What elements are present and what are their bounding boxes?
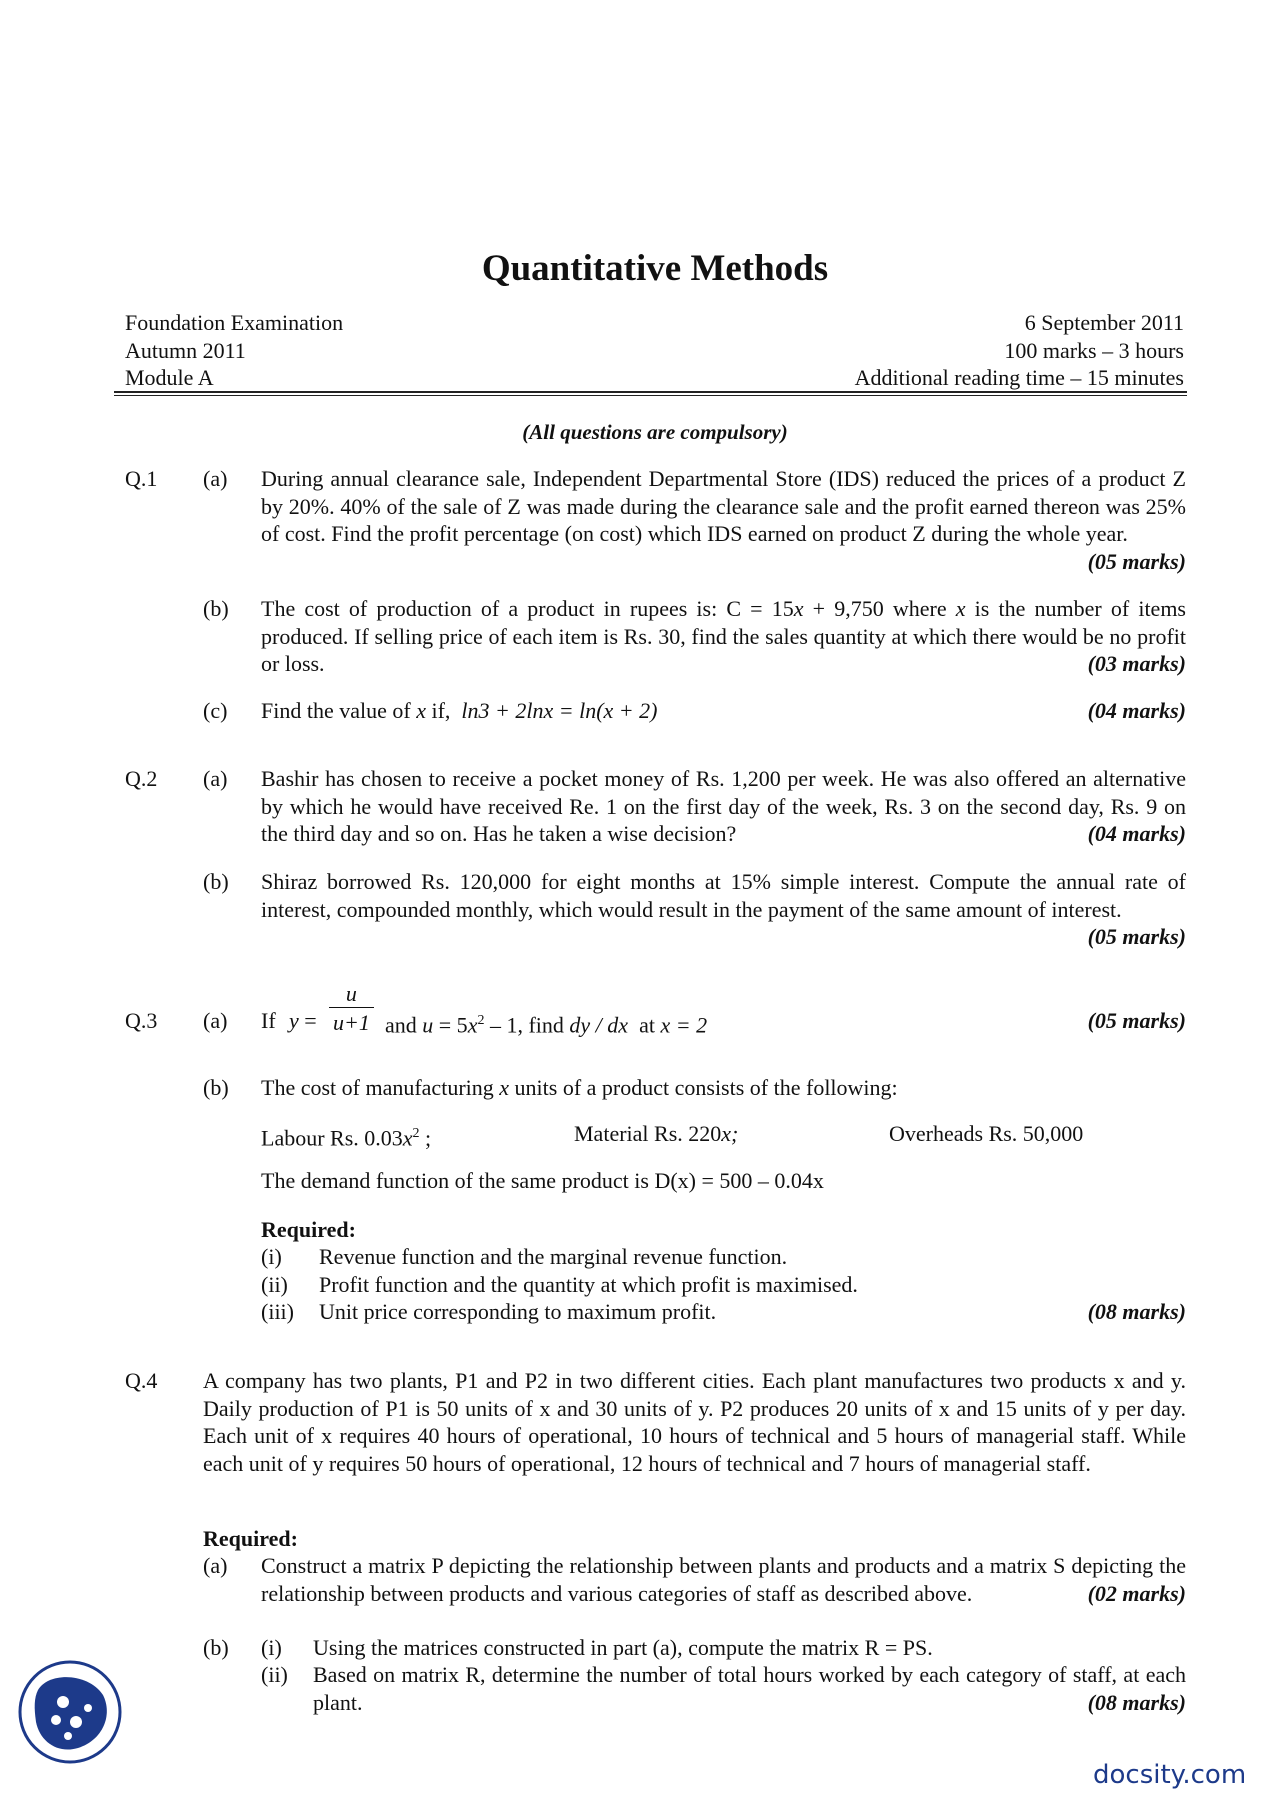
q4a-body: Construct a matrix P depicting the relationship between plants and products and a matrix S depicting the relationship between products and various categories of staff as described above. <box>261 1553 1186 1606</box>
docsity-watermark: docsity.com <box>1093 1760 1247 1790</box>
fraction-numerator: u <box>329 981 374 1008</box>
q2b-body: Shiraz borrowed Rs. 120,000 for eight months at 15% simple interest. Compute the annual rate of interest, compounded monthly, which would result in the payment of the same amount of interest. <box>261 869 1186 922</box>
question-number: Q.3 <box>125 1008 158 1033</box>
q3a-and: and <box>385 1012 417 1038</box>
q1b-body-2: + 9,750 where <box>803 596 956 621</box>
compulsory-note: (All questions are compulsory) <box>522 420 788 444</box>
exam-marks-duration: 100 marks – 3 hours <box>1004 337 1184 363</box>
marks: (03 marks) <box>1087 651 1186 676</box>
required-heading: Required: <box>261 1217 356 1242</box>
q1a-body: During annual clearance sale, Independent Departmental Store (IDS) reduced the prices of a product Z by 20%. 40% of the sale of Z was made during the clearance sale and the profit earned thereon was 25% of cost. Find the profit percentage (on cost) which IDS earned on product Z during the whole year. <box>261 466 1186 546</box>
marks: (08 marks) <box>1087 1689 1186 1715</box>
part-label: (b) <box>203 1635 229 1660</box>
q4b-i-text: Using the matrices constructed in part (a), compute the matrix R = PS. <box>313 1635 933 1660</box>
exam-module: Module A <box>125 365 214 390</box>
marks: (02 marks) <box>1087 1580 1186 1606</box>
question-number: Q.2 <box>125 766 158 791</box>
header-rule <box>114 391 1187 393</box>
marks: (05 marks) <box>1087 1008 1186 1033</box>
q1b-body-1: The cost of production of a product in rupees is: C = 15 <box>261 596 794 621</box>
header-rule-thin <box>114 395 1187 396</box>
q1c-text: Find the value of x if, ln3 + 2lnx = ln(x + 2) (04 marks) <box>261 698 1186 723</box>
material-text: Material Rs. 220 <box>574 1121 722 1146</box>
q3b-intro: The cost of manufacturing x units of a product consists of the following: <box>261 1075 898 1100</box>
question-number: Q.1 <box>125 466 158 491</box>
question-number: Q.4 <box>125 1368 158 1393</box>
exam-level: Foundation Examination <box>125 310 344 335</box>
q3b-intro-1: The cost of manufacturing <box>261 1075 500 1100</box>
exam-info-left <box>125 309 343 392</box>
exam-info-right <box>855 309 1184 392</box>
q3a-text: If y = $\frac{u}{u+1}$ and $u = 5x^2 - 1$, find dy / dx at x = 2 (05 marks) <box>261 981 1186 1038</box>
exam-date: 6 September 2011 <box>1024 310 1184 335</box>
fraction-denominator: u+1 <box>333 1010 370 1035</box>
q1a-text <box>261 465 1186 575</box>
item-text: Unit price corresponding to maximum profit. <box>319 1299 717 1324</box>
labour-text: Labour Rs. 0.03 <box>261 1125 403 1151</box>
q4b-ii-text <box>313 1661 1186 1716</box>
part-label: (b) <box>203 596 229 621</box>
q1b-text: The cost of production of a product in rupees is: C = 15x + 9,750 where x is the number of items produced. If selling price of each item is Rs. 30, find the sales quantity at which there would be no profit or loss. (03 marks) <box>261 596 1186 676</box>
list-item <box>261 1271 1186 1299</box>
item-text: Revenue function and the marginal revenue function. <box>319 1244 788 1269</box>
q4a-text <box>261 1552 1186 1607</box>
q3b-required-list <box>261 1243 1186 1326</box>
cost-overheads: Overheads Rs. 50,000 <box>889 1121 1084 1146</box>
sub-label: (i) <box>261 1635 282 1660</box>
part-label: (b) <box>203 1075 229 1100</box>
part-label: (a) <box>203 1008 228 1033</box>
q2a-body: Bashir has chosen to receive a pocket money of Rs. 1,200 per week. He was also offered an alternative by which he would have received Re. 1 on the first day of the week, Rs. 3 on the second day, Rs. 9 on the third day and so on. Has he taken a wise decision? <box>261 766 1186 846</box>
list-item <box>261 1298 1186 1326</box>
item-number: (i) <box>261 1244 282 1269</box>
marks: (05 marks) <box>1087 548 1186 574</box>
q2a-text <box>261 765 1186 848</box>
q3b-intro-2: units of a product consists of the following: <box>509 1075 898 1100</box>
sub-label: (ii) <box>261 1662 288 1687</box>
marks: (08 marks) <box>1087 1299 1186 1324</box>
demand-function: The demand function of the same product is D(x) = 500 – 0.04x <box>261 1168 824 1193</box>
item-number: (ii) <box>261 1271 288 1297</box>
q1b-body-3: is the number of items produced. If selling price of each item is Rs. 30, find the sales quantity at which there would be no profit or loss. <box>261 596 1186 676</box>
part-label: (a) <box>203 466 228 491</box>
exam-reading-time: Additional reading time – 15 minutes <box>854 365 1184 390</box>
item-number: (iii) <box>261 1299 294 1324</box>
q3a-derivative: dy / dx <box>569 1012 629 1038</box>
required-heading: Required: <box>203 1526 298 1551</box>
q2b-text <box>261 868 1186 951</box>
q3a-fraction <box>329 981 374 1038</box>
part-label: (c) <box>203 698 228 723</box>
q1c-body: Find the value of <box>261 698 417 723</box>
page-title: Quantitative Methods <box>481 248 829 289</box>
item-text: Profit function and the quantity at which profit is maximised. <box>319 1271 858 1297</box>
q3a-at: at <box>639 1012 655 1038</box>
q3a-find: find <box>528 1012 564 1038</box>
q4b-ii-body: Based on matrix R, determine the number of total hours worked by each category of staff, at each plant. <box>313 1662 1186 1715</box>
marks: (04 marks) <box>1087 821 1186 846</box>
list-item <box>261 1243 1186 1271</box>
q3a-if: If <box>261 1008 276 1033</box>
exam-session: Autumn 2011 <box>125 337 246 363</box>
cost-material: Material Rs. 220x; <box>574 1121 739 1146</box>
part-label: (a) <box>203 766 228 791</box>
part-label: (a) <box>203 1553 228 1578</box>
part-label: (b) <box>203 869 229 894</box>
q3a-x-value: x = 2 <box>660 1012 708 1038</box>
cost-labour: Labour Rs. $0.03x^2$ ; <box>261 1125 432 1151</box>
q4-text: A company has two plants, P1 and P2 in two different cities. Each plant manufactures two products x and y. Daily production of P1 is 50 units of x and 30 units of y. P2 produces 20 units of x and 15 units of y per day. Each unit of x requires 40 hours of operational, 10 hours of technical and 5 hours of managerial staff. While each unit of y requires 50 hours of operational, 12 hours of technical and 7 hours of managerial staff. <box>203 1368 1186 1476</box>
marks: (04 marks) <box>1087 698 1186 723</box>
docsity-logo-icon <box>18 1660 123 1765</box>
marks: (05 marks) <box>1087 924 1186 949</box>
q1c-equation: ln3 + 2lnx = ln(x + 2) <box>461 698 658 723</box>
